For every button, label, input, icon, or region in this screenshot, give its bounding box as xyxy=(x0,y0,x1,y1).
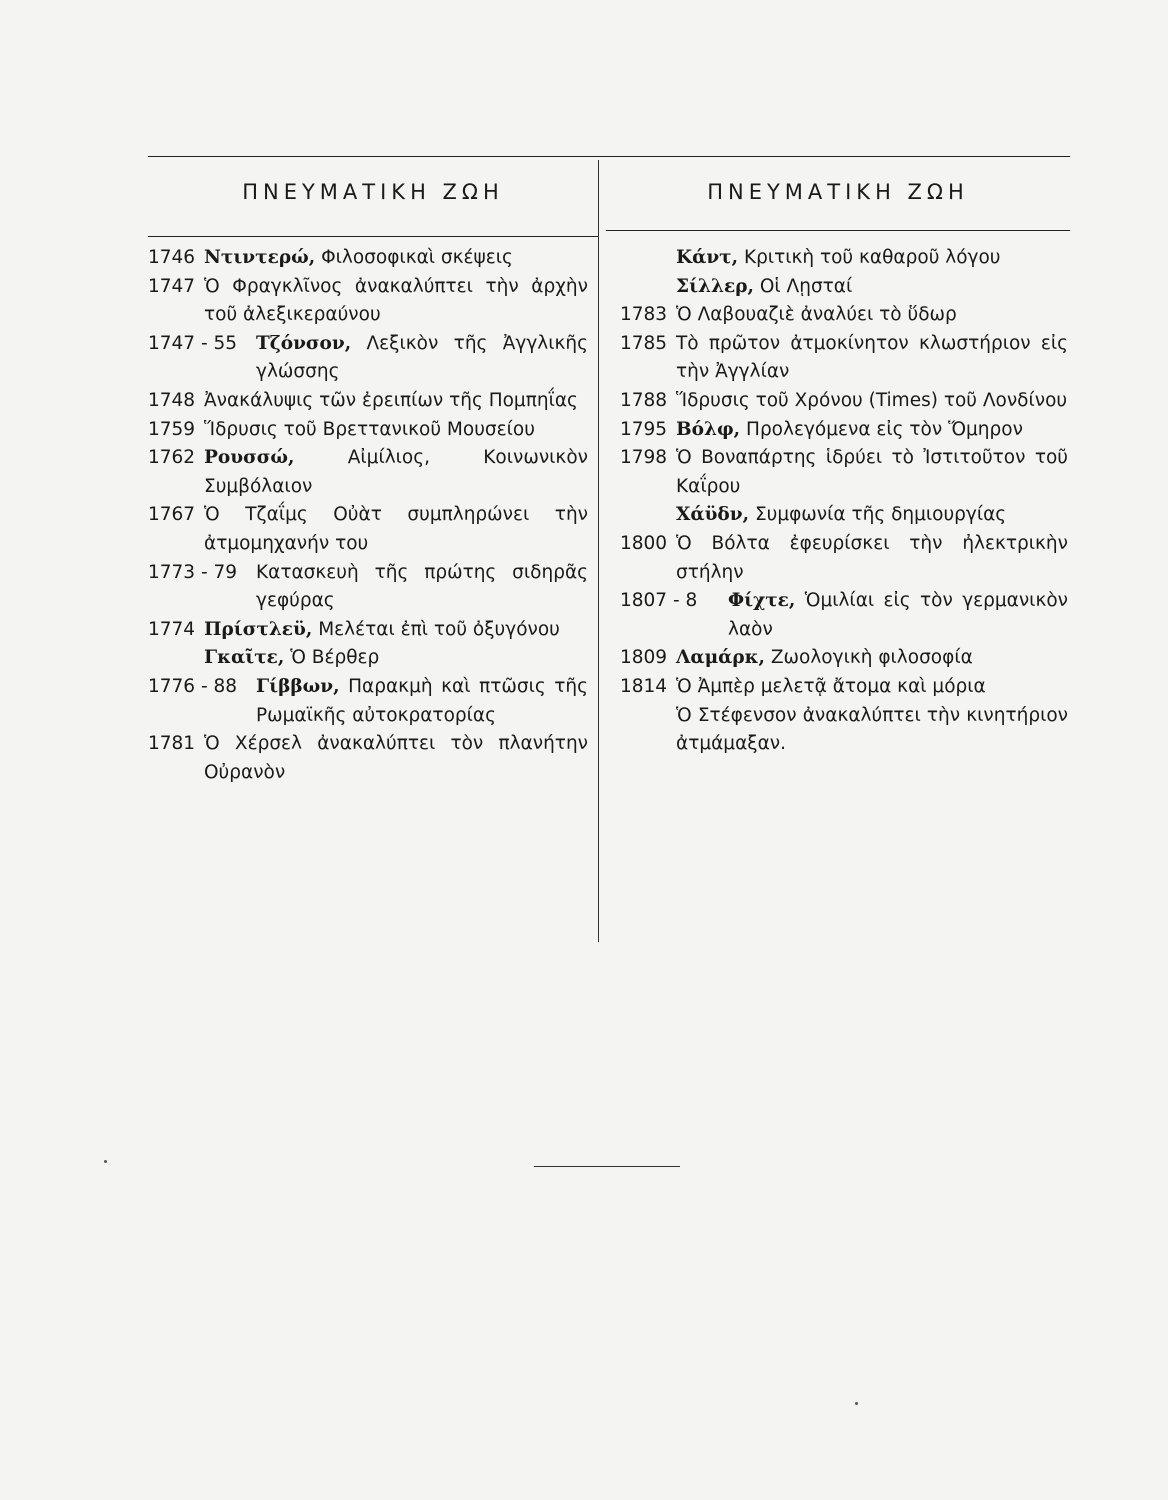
speck-mark xyxy=(855,1402,858,1405)
entry-author: Βόλφ, xyxy=(676,418,741,440)
footer-rule xyxy=(534,1166,680,1167)
entry-description: Κατασκευὴ τῆς πρώτης σιδηρᾶς γεφύρας xyxy=(256,561,588,612)
timeline-entry xyxy=(620,387,1068,416)
entry-text xyxy=(204,387,588,416)
entry-text xyxy=(256,559,588,616)
timeline-entry xyxy=(620,644,1068,673)
timeline-entry xyxy=(620,330,1068,387)
entry-text xyxy=(204,416,588,445)
entry-text xyxy=(676,330,1068,387)
entry-text xyxy=(676,273,1068,302)
entry-text xyxy=(676,301,1068,330)
left-timeline-column xyxy=(148,244,588,787)
entry-author: Κάντ, xyxy=(676,247,739,268)
entry-text xyxy=(676,387,1068,416)
entry-text xyxy=(676,644,1068,673)
timeline-entry xyxy=(148,559,588,616)
entry-description: Φιλοσοφικαὶ σκέψεις xyxy=(321,247,513,268)
entry-text xyxy=(204,273,588,330)
entry-description: Προλεγόμενα εἰς τὸν Ὅμηρον xyxy=(746,418,1023,440)
entry-year: 1747 - 55 xyxy=(148,332,238,354)
entry-author: Σίλλερ, xyxy=(676,275,754,297)
entry-author: Γίββων, xyxy=(256,675,340,697)
entry-description: Ὁ Στέφενσον ἀνακαλύπτει τὴν κινητήριον ἀτμάμαξαν. xyxy=(676,704,1068,755)
entry-year: 1767 xyxy=(148,504,196,526)
timeline-entry xyxy=(148,644,588,673)
entry-author: Λαμάρκ, xyxy=(676,647,765,669)
entry-description: Ἵδρυσις τοῦ Χρόνου (Times) τοῦ Λονδίνου xyxy=(676,389,1068,411)
right-section-title: ΠΝΕΥΜΑΤΙΚΗ ΖΩΗ xyxy=(707,180,969,204)
entry-text xyxy=(676,244,1068,273)
timeline-entry xyxy=(148,616,588,645)
entry-text xyxy=(204,444,588,501)
entry-text xyxy=(204,616,588,645)
timeline-entry xyxy=(620,673,1068,702)
entry-author: Χάϋδν, xyxy=(676,504,750,526)
entry-year: 1746 xyxy=(148,247,196,268)
entry-year: 1800 xyxy=(620,532,668,554)
entry-author: Ντιντερώ, xyxy=(204,247,316,268)
entry-text xyxy=(676,501,1068,530)
entry-year xyxy=(620,244,676,273)
entry-text xyxy=(676,673,1068,702)
entry-text xyxy=(204,244,588,273)
timeline-entry xyxy=(620,702,1068,759)
entry-year: 1788 xyxy=(620,389,668,411)
right-timeline-column xyxy=(620,244,1068,759)
entry-year: 1795 xyxy=(620,418,668,440)
entry-text xyxy=(676,416,1068,445)
timeline-entry xyxy=(620,530,1068,587)
entry-description: Ὁ Ἀμπὲρ μελετᾷ ἄτομα καὶ μόρια xyxy=(676,675,986,697)
entry-author: Ρουσσώ, xyxy=(204,447,295,469)
entry-year: 1807 - 8 xyxy=(620,590,698,612)
entry-description: Ὁ Βοναπάρτης ἱδρύει τὸ Ἰστιτοῦτον τοῦ Καΐρου xyxy=(676,447,1068,497)
timeline-entry xyxy=(620,244,1068,273)
timeline-entry xyxy=(148,244,588,273)
speck-mark xyxy=(104,1160,107,1163)
entry-description: Παρακμὴ καὶ πτῶσις τῆς Ρωμαϊκῆς αὐτοκρατορίας xyxy=(256,675,588,726)
entry-year: 1759 xyxy=(148,418,196,440)
entry-year: 1809 xyxy=(620,647,668,669)
entry-description: Ὁμιλίαι εἰς τὸν γερμανικὸν λαὸν xyxy=(728,590,1068,640)
timeline-entry xyxy=(148,673,588,730)
entry-year xyxy=(620,702,676,759)
entry-year: 1785 xyxy=(620,332,668,354)
entry-year: 1798 xyxy=(620,447,668,469)
entry-author: Γκαῖτε, xyxy=(204,647,285,669)
timeline-entry xyxy=(148,273,588,330)
entry-description: Ζωολογικὴ φιλοσοφία xyxy=(770,647,973,669)
left-header-rule xyxy=(148,236,598,237)
timeline-entry xyxy=(148,387,588,416)
entry-description: Ἀνακάλυψις τῶν ἐρειπίων τῆς Πομπηΐας xyxy=(204,389,578,411)
entry-year: 1814 xyxy=(620,675,668,697)
entry-description: Ὁ Λαβουαζιὲ ἀναλύει τὸ ὕδωρ xyxy=(676,304,957,326)
timeline-entry xyxy=(148,501,588,558)
entry-year: 1773 - 79 xyxy=(148,561,238,583)
entry-description: Ὁ Βόλτα ἐφευρίσκει τὴν ἠλεκτρικὴν στήλην xyxy=(676,532,1068,583)
entry-description: Αἰμίλιος, Κοινωνικὸν Συμβόλαιον xyxy=(204,447,588,497)
right-header-rule xyxy=(606,230,1070,231)
entry-description: Οἱ Λῃσταί xyxy=(759,275,853,297)
timeline-entry xyxy=(148,416,588,445)
entry-description: Ἵδρυσις τοῦ Βρεττανικοῦ Μουσείου xyxy=(204,418,535,440)
entry-text xyxy=(676,530,1068,587)
timeline-entry xyxy=(620,587,1068,644)
entry-text xyxy=(204,644,588,673)
entry-description: Ὁ Φραγκλῖνος ἀνακαλύπτει τὴν ἀρχὴν τοῦ ἀλεξικεραύνου xyxy=(204,275,588,326)
entry-description: Κριτικὴ τοῦ καθαροῦ λόγου xyxy=(743,247,1001,268)
entry-year: 1748 xyxy=(148,389,196,411)
timeline-entry xyxy=(148,444,588,501)
entry-text xyxy=(676,702,1068,759)
entry-author: Φίχτε, xyxy=(728,590,796,612)
entry-description: Ὁ Τζαΐμς Οὐὰτ συμπληρώνει τὴν ἀτμομηχανήν του xyxy=(204,504,588,554)
entry-year: 1747 xyxy=(148,275,196,297)
entry-year: 1776 - 88 xyxy=(148,675,238,697)
entry-text xyxy=(728,587,1068,644)
left-section-title: ΠΝΕΥΜΑΤΙΚΗ ΖΩΗ xyxy=(242,180,504,204)
entry-text xyxy=(676,444,1068,501)
entry-description: Ὁ Βέρθερ xyxy=(290,647,380,669)
top-rule xyxy=(148,156,1070,157)
timeline-entry xyxy=(620,273,1068,302)
entry-text xyxy=(204,501,588,558)
entry-text xyxy=(256,673,588,730)
timeline-entry xyxy=(620,501,1068,530)
entry-description: Συμφωνία τῆς δημιουργίας xyxy=(754,504,1007,526)
entry-text xyxy=(256,330,588,387)
entry-author: Πρίστλεϋ, xyxy=(204,618,313,640)
entry-year xyxy=(620,273,676,302)
entry-year: 1774 xyxy=(148,618,196,640)
column-divider xyxy=(598,160,599,942)
timeline-entry xyxy=(620,444,1068,501)
entry-year: 1762 xyxy=(148,447,196,469)
entry-year: 1781 xyxy=(148,733,196,755)
entry-year: 1783 xyxy=(620,304,668,326)
entry-author: Τζόνσον, xyxy=(256,332,352,354)
entry-year xyxy=(620,501,676,530)
timeline-entry xyxy=(620,416,1068,445)
entry-description: Μελέται ἐπὶ τοῦ ὀξυγόνου xyxy=(318,618,560,640)
entry-description: Τὸ πρῶτον ἀτμοκίνητον κλωστήριον εἰς τὴν Ἀγγλίαν xyxy=(676,332,1068,383)
entry-year xyxy=(148,644,204,673)
entry-description: Λεξικὸν τῆς Ἀγγλικῆς γλώσσης xyxy=(256,332,589,383)
timeline-entry xyxy=(620,301,1068,330)
entry-description: Ὁ Χέρσελ ἀνακαλύπτει τὸν πλανήτην Οὐρανὸν xyxy=(204,733,588,783)
entry-text xyxy=(204,730,588,787)
timeline-entry xyxy=(148,330,588,387)
timeline-entry xyxy=(148,730,588,787)
